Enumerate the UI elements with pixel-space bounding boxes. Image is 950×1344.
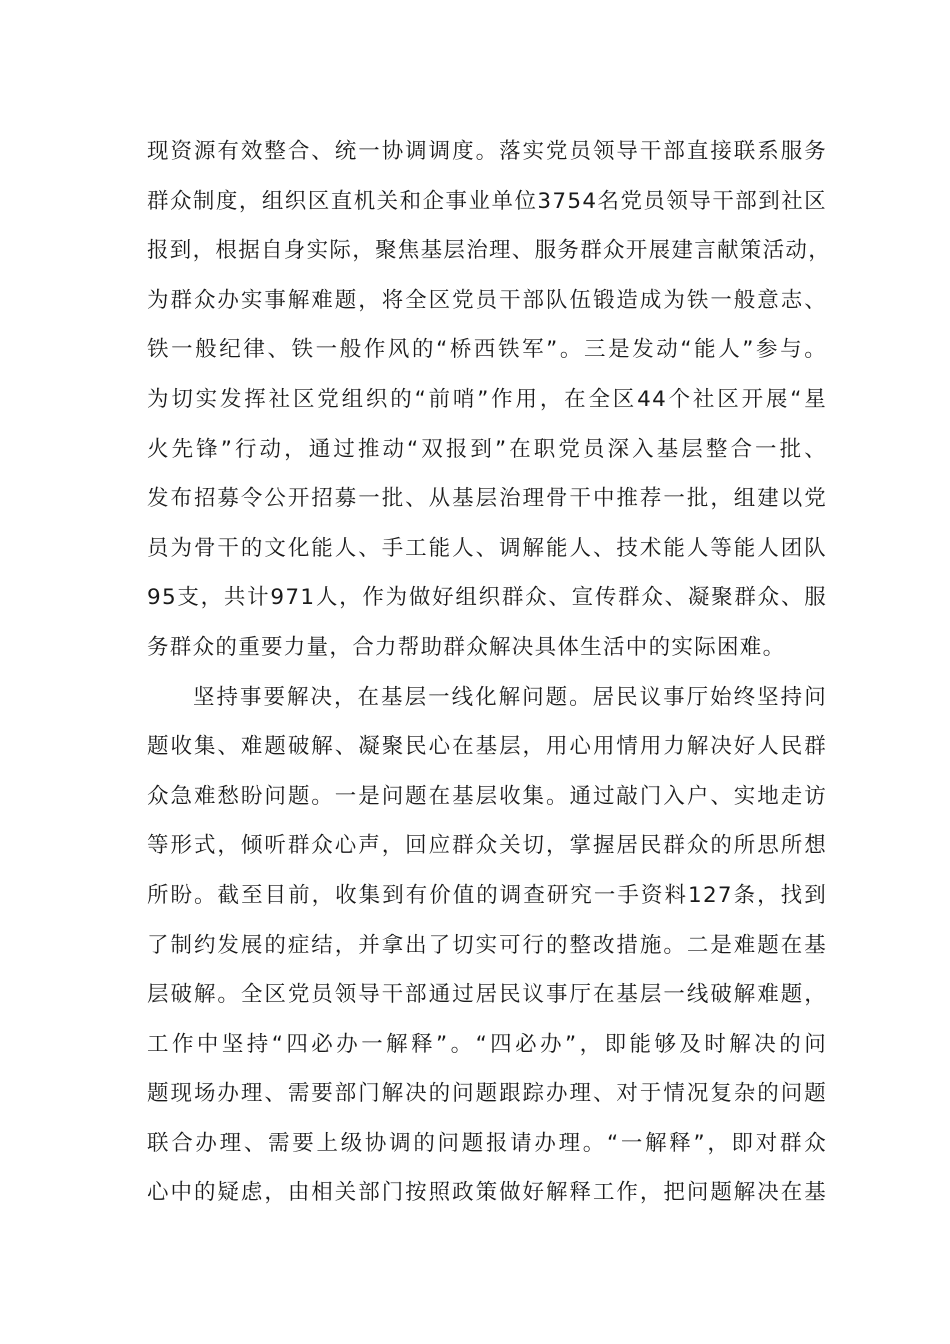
text-line-15: 等形式，倾听群众心声，回应群众关切，掌握居民群众的所思所想	[147, 833, 827, 859]
text-line-16: 所盼。截至目前，收集到有价值的调查研究一手资料127条，找到	[147, 882, 827, 908]
text-line-8: 发布招募令公开招募一批、从基层治理骨干中推荐一批，组建以党	[147, 486, 827, 512]
text-line-18: 层破解。全区党员领导干部通过居民议事厅在基层一线破解难题，	[147, 982, 827, 1008]
text-line-1: 现资源有效整合、统一协调调度。落实党员领导干部直接联系服务	[147, 139, 827, 164]
text-line-3: 报到，根据自身实际，聚焦基层治理、服务群众开展建言献策活动，	[147, 238, 832, 264]
text-line-20: 题现场办理、需要部门解决的问题跟踪办理、对于情况复杂的问题	[147, 1081, 827, 1107]
text-line-2: 群众制度，组织区直机关和企事业单位3754名党员领导干部到社区	[147, 188, 827, 214]
text-line-17: 了制约发展的症结，并拿出了切实可行的整改措施。二是难题在基	[147, 932, 827, 958]
document-body	[147, 127, 832, 1218]
text-line-5: 铁一般纪律、铁一般作风的“桥西铁军”。三是发动“能人”参与。	[147, 337, 827, 363]
text-line-12: 坚持事要解决，在基层一线化解问题。居民议事厅始终坚持问	[193, 684, 827, 710]
text-line-13: 题收集、难题破解、凝聚民心在基层，用心用情用力解决好人民群	[147, 734, 827, 760]
text-line-14: 众急难愁盼问题。一是问题在基层收集。通过敲门入户、实地走访	[147, 783, 827, 809]
text-line-10: 95支，共计971人，作为做好组织群众、宣传群众、凝聚群众、服	[147, 585, 827, 611]
text-line-19: 工作中坚持“四必办一解释”。“四必办”，即能够及时解决的问	[147, 1031, 827, 1057]
text-line-7: 火先锋”行动，通过推动“双报到”在职党员深入基层整合一批、	[147, 436, 827, 462]
text-line-6: 为切实发挥社区党组织的“前哨”作用，在全区44个社区开展“星	[147, 386, 827, 412]
text-line-11: 务群众的重要力量，合力帮助群众解决具体生活中的实际困难。	[147, 634, 786, 660]
text-line-9: 员为骨干的文化能人、手工能人、调解能人、技术能人等能人团队	[147, 535, 827, 561]
text-line-4: 为群众办实事解难题，将全区党员干部队伍锻造成为铁一般意志、	[147, 287, 827, 313]
text-line-21: 联合办理、需要上级协调的问题报请办理。“一解释”，即对群众	[147, 1130, 827, 1156]
text-line-22: 心中的疑虑，由相关部门按照政策做好解释工作，把问题解决在基	[147, 1180, 827, 1206]
